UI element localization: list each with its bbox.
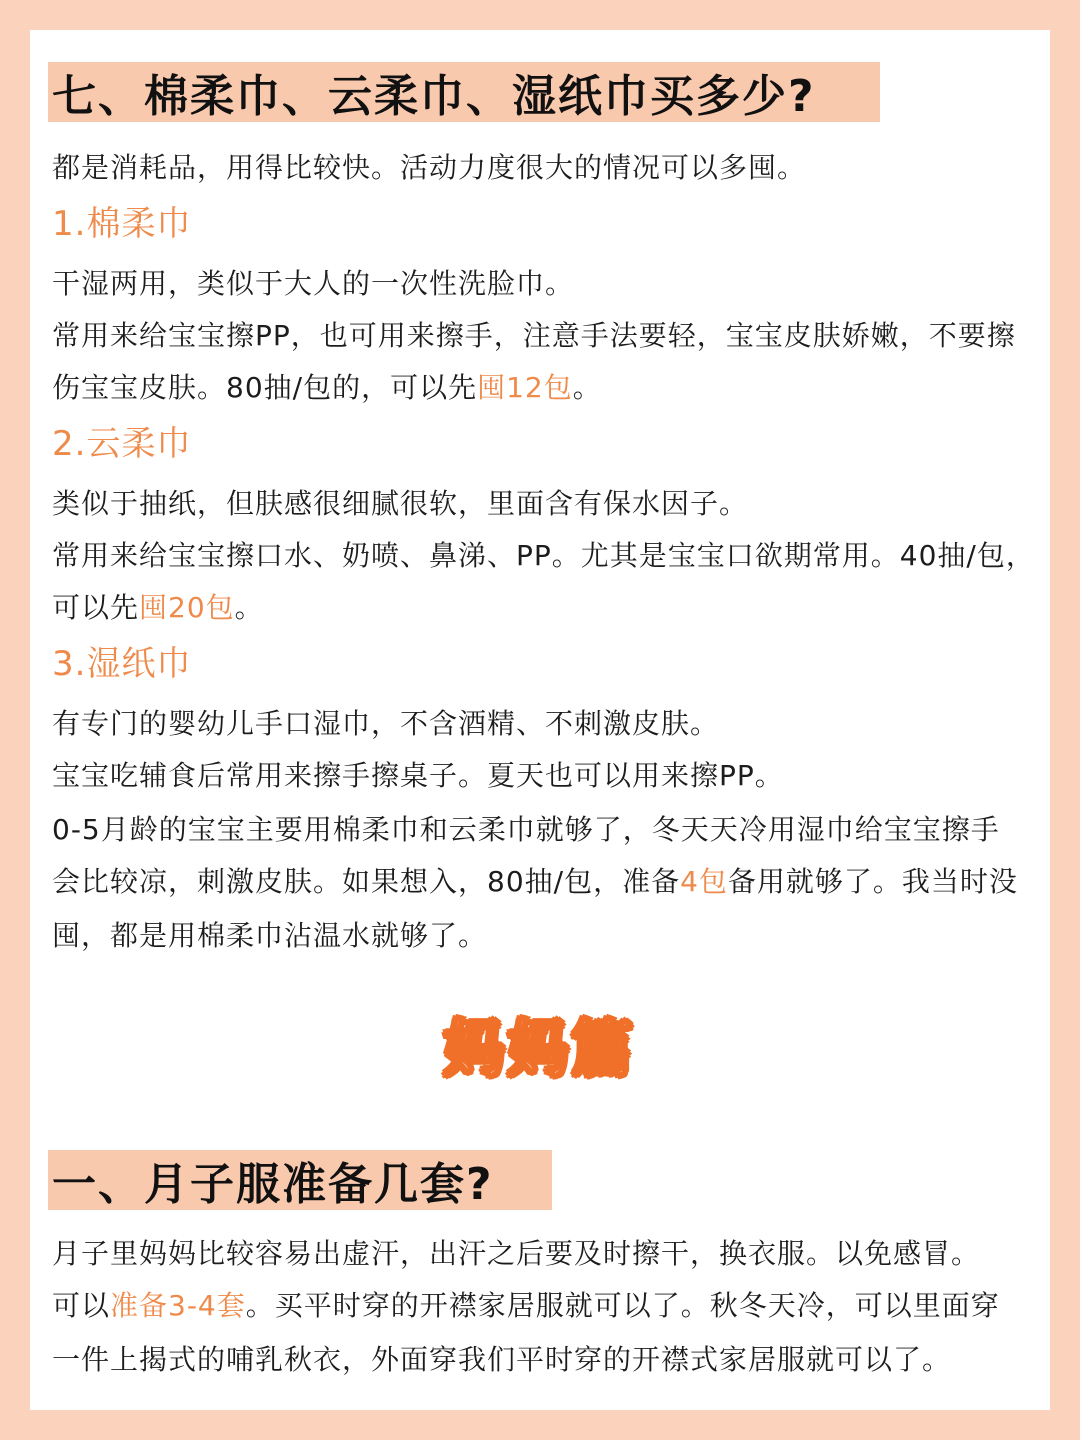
cloud-line-3: [52, 588, 264, 628]
subheading-cotton-towel: 1.棉柔巾: [52, 204, 192, 244]
wet-line-3: 0-5月龄的宝宝主要用棉柔巾和云柔巾就够了，冬天天冷用湿巾给宝宝擦手: [52, 813, 1000, 846]
heading-confinement-clothes: [48, 1150, 552, 1210]
mom-line-2: [52, 1286, 1000, 1326]
cotton-line-1: 干湿两用，类似于大人的一次性洗脸巾。: [52, 267, 575, 300]
mom-line-2-end: 。买平时穿的开襟家居服就可以了。秋冬天冷，可以里面穿: [245, 1289, 1000, 1322]
wet-line-4-text: 会比较凉，刺激皮肤。如果想入，80抽/包，准备: [52, 865, 681, 898]
wet-line-2: 宝宝吃辅食后常用来擦手擦桌子。夏天也可以用来擦PP。: [52, 759, 784, 792]
cotton-line-2: 常用来给宝宝擦PP，也可用来擦手，注意手法要轻，宝宝皮肤娇嫩，不要擦: [52, 319, 1016, 352]
subheading-wet-wipes: 3.湿纸巾: [52, 644, 192, 684]
heading-wipes-text: 七、棉柔巾、云柔巾、湿纸巾买多少?: [52, 71, 816, 122]
heading-wipes: [48, 62, 880, 122]
cotton-line-3-end: 。: [572, 371, 602, 404]
intro-text: 都是消耗品，用得比较快。活动力度很大的情况可以多囤。: [52, 151, 807, 184]
mom-line-1: 月子里妈妈比较容易出虚汗，出汗之后要及时擦干，换衣服。以免感冒。: [52, 1237, 981, 1270]
mom-line-2-text: 可以: [52, 1289, 111, 1322]
cloud-line-1: 类似于抽纸，但肤感很细腻很软，里面含有保水因子。: [52, 487, 749, 520]
cotton-line-3-text: 伤宝宝皮肤。80抽/包的，可以先: [52, 371, 478, 404]
cloud-line-3-text: 可以先: [52, 591, 140, 624]
cloud-line-2: 常用来给宝宝擦口水、奶喷、鼻涕、PP。尤其是宝宝口欲期常用。40抽/包，: [52, 539, 1035, 572]
heading-confinement-clothes-text: 一、月子服准备几套?: [52, 1159, 494, 1210]
cotton-highlight: 囤12包: [477, 371, 573, 404]
section-title-mom: 妈妈篇: [444, 1015, 636, 1085]
mom-line-3: 一件上揭式的哺乳秋衣，外面穿我们平时穿的开襟式家居服就可以了。: [52, 1343, 952, 1376]
wet-line-1: 有专门的婴幼儿手口湿巾，不含酒精、不刺激皮肤。: [52, 707, 720, 740]
mom-highlight: 准备3-4套: [110, 1289, 246, 1322]
wet-line-4-end: 备用就够了。我当时没: [727, 865, 1018, 898]
cloud-highlight: 囤20包: [139, 591, 235, 624]
subheading-cloud-towel: 2.云柔巾: [52, 424, 192, 464]
cloud-line-3-end: 。: [234, 591, 264, 624]
wet-highlight: 4包: [680, 865, 728, 898]
wet-line-4: [52, 862, 1018, 902]
content-card: [30, 30, 1050, 1410]
wet-line-5: 囤，都是用棉柔巾沾温水就够了。: [52, 919, 488, 952]
cotton-line-3: [52, 368, 602, 408]
